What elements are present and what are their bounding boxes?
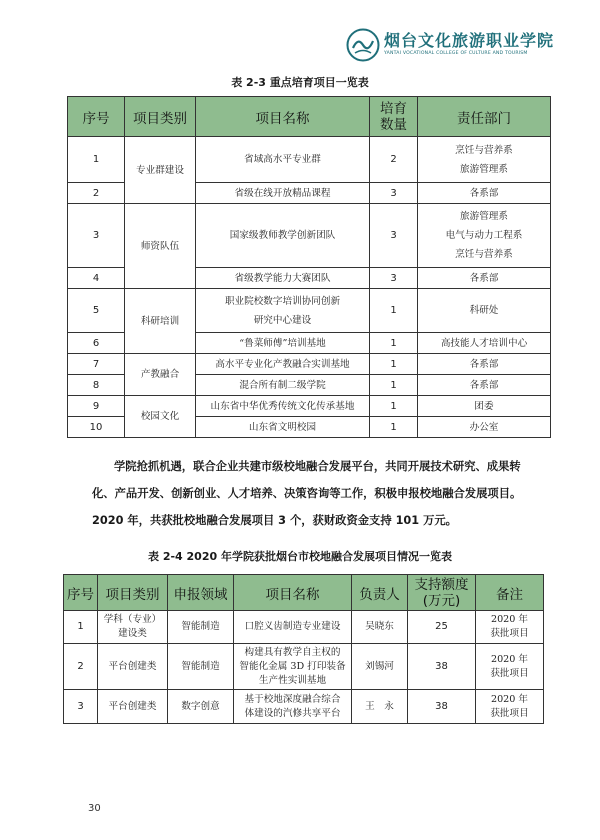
table-row: [64, 644, 544, 690]
table2-caption: 表 2-4 2020 年学院获批烟台市校地融合发展项目情况一览表: [148, 550, 452, 563]
row-no: 3: [68, 204, 125, 268]
logo-chinese-name: 烟台文化旅游职业学院: [384, 31, 555, 50]
category-cell: 专业群建设: [125, 137, 196, 204]
project-name: [234, 644, 352, 690]
header-count: [370, 97, 418, 137]
header-leader: 负责人: [352, 575, 408, 611]
project-count: 1: [370, 396, 418, 417]
department-line: 烹饪与营养系: [455, 249, 513, 260]
project-name: 国家级教师教学创新团队: [196, 204, 370, 268]
category-cell: 产教融合: [125, 354, 196, 396]
row-no: 2: [64, 644, 98, 690]
note-line: 获批项目: [490, 667, 529, 679]
department-line: 旅游管理系: [460, 211, 508, 222]
table-row: [64, 611, 544, 644]
project-name: [196, 289, 370, 333]
project-name-line: 基于校地深度融合综合: [244, 693, 341, 705]
header-no: 序号: [68, 97, 125, 137]
row-no: 2: [68, 183, 125, 204]
department-line: 旅游管理系: [460, 163, 508, 175]
department-cell: 各系部: [418, 375, 551, 396]
project-name: 省级教学能力大赛团队: [196, 268, 370, 289]
department-cell: [418, 204, 551, 268]
paragraph-line: 2020 年，共获批校地融合发展项目 3 个，获财政资金支持 101 万元。: [92, 514, 457, 527]
department-cell: 团委: [418, 396, 551, 417]
project-count: 1: [370, 375, 418, 396]
category-cell: 校园文化: [125, 396, 196, 438]
category-cell: 平台创建类: [98, 644, 168, 690]
project-name-line: 体建设的汽修共享平台: [244, 707, 341, 719]
field-cell: 智能制造: [168, 611, 234, 644]
header-department: 责任部门: [418, 97, 551, 137]
field-cell: 数字创意: [168, 690, 234, 724]
project-name-line: 智能化金属 3D 打印装备: [239, 660, 346, 672]
college-emblem-icon: [346, 28, 380, 62]
header-project-name: 项目名称: [234, 575, 352, 611]
table2-header-row: [64, 575, 544, 611]
category-cell: 平台创建类: [98, 690, 168, 724]
table-row: [64, 690, 544, 724]
project-name: 山东省中华优秀传统文化传承基地: [196, 396, 370, 417]
project-count: 3: [370, 204, 418, 268]
project-count: 1: [370, 333, 418, 354]
project-name: 混合所有制二级学院: [196, 375, 370, 396]
project-count: 2: [370, 137, 418, 183]
field-cell: 智能制造: [168, 644, 234, 690]
paragraph-line: 学院抢抓机遇，联合企业共建市级校地融合发展平台，共同开展技术研究、成果转: [114, 460, 521, 473]
project-name: 省级在线开放精品课程: [196, 183, 370, 204]
note-line: 2020 年: [490, 653, 529, 665]
project-name-line: 研究中心建设: [253, 314, 312, 326]
row-no: 10: [68, 417, 125, 438]
project-count: 3: [370, 268, 418, 289]
table-row: [68, 354, 551, 375]
row-no: 7: [68, 354, 125, 375]
project-count: 1: [370, 417, 418, 438]
category-cell: 科研培训: [125, 289, 196, 354]
category-cell: [98, 611, 168, 644]
college-logo: [346, 26, 578, 66]
department-cell: 各系部: [418, 354, 551, 375]
page-number: 30: [88, 803, 101, 814]
project-name-line: 生产性实训基地: [258, 674, 327, 686]
department-cell: 高技能人才培训中心: [418, 333, 551, 354]
row-no: 1: [68, 137, 125, 183]
category-line: 学科（专业）: [103, 614, 162, 625]
project-count: 3: [370, 183, 418, 204]
table-row: [68, 137, 551, 183]
note-line: 2020 年: [490, 614, 529, 625]
table1-caption: 表 2-3 重点培育项目一览表: [231, 76, 369, 89]
project-name-line: 职业院校数字培训协同创新: [224, 295, 341, 307]
row-no: 3: [64, 690, 98, 724]
note-cell: [476, 690, 544, 724]
logo-english-name: YANTAI VOCATIONAL COLLEGE OF CULTURE AND TOURISM: [384, 51, 528, 56]
header-project-name: 项目名称: [196, 97, 370, 137]
paragraph-line: 化、产品开发、创新创业、人才培养、决策咨询等工作，积极申报校地融合发展项目。: [92, 487, 522, 500]
project-count: 1: [370, 354, 418, 375]
note-cell: [476, 611, 544, 644]
row-no: 8: [68, 375, 125, 396]
leader-cell: 吴晓东: [352, 611, 408, 644]
key-projects-table: [67, 96, 551, 438]
project-name: “鲁菜师傅”培训基地: [196, 333, 370, 354]
body-paragraph: [92, 453, 562, 534]
category-cell: 师资队伍: [125, 204, 196, 289]
row-no: 6: [68, 333, 125, 354]
leader-cell: 刘锡河: [352, 644, 408, 690]
header-amount-line1: 支持额度: [414, 576, 469, 593]
header-note: 备注: [476, 575, 544, 611]
header-no: 序号: [64, 575, 98, 611]
project-name: 省域高水平专业群: [196, 137, 370, 183]
header-category: 项目类别: [125, 97, 196, 137]
department-cell: [418, 137, 551, 183]
row-no: 9: [68, 396, 125, 417]
department-line: 烹饪与营养系: [455, 144, 513, 156]
table-row: [68, 204, 551, 268]
note-line: 获批项目: [490, 707, 529, 719]
amount-cell: 38: [408, 690, 476, 724]
project-name: 口腔义齿制造专业建设: [234, 611, 352, 644]
leader-cell: 王 永: [352, 690, 408, 724]
header-amount: [408, 575, 476, 611]
department-cell: 各系部: [418, 183, 551, 204]
project-name: 高水平专业化产教融合实训基地: [196, 354, 370, 375]
category-line: 建设类: [118, 628, 147, 639]
integration-projects-table: [63, 574, 544, 724]
department-line: 电气与动力工程系: [445, 230, 523, 241]
project-name: 山东省文明校园: [196, 417, 370, 438]
note-cell: [476, 644, 544, 690]
amount-cell: 38: [408, 644, 476, 690]
table1-header-row: [68, 97, 551, 137]
project-count: 1: [370, 289, 418, 333]
department-cell: 办公室: [418, 417, 551, 438]
header-count-line1: 培育: [380, 100, 407, 117]
note-line: 获批项目: [490, 628, 529, 639]
department-cell: 各系部: [418, 268, 551, 289]
header-amount-line2: (万元): [422, 592, 461, 609]
header-count-line2: 数量: [380, 116, 407, 133]
note-line: 2020 年: [490, 693, 529, 705]
amount-cell: 25: [408, 611, 476, 644]
header-category: 项目类别: [98, 575, 168, 611]
project-name: [234, 690, 352, 724]
row-no: 4: [68, 268, 125, 289]
department-cell: 科研处: [418, 289, 551, 333]
row-no: 1: [64, 611, 98, 644]
table-row: [68, 396, 551, 417]
table-row: [68, 289, 551, 333]
header-field: 申报领域: [168, 575, 234, 611]
project-name-line: 构建具有教学自主权的: [244, 646, 341, 658]
row-no: 5: [68, 289, 125, 333]
